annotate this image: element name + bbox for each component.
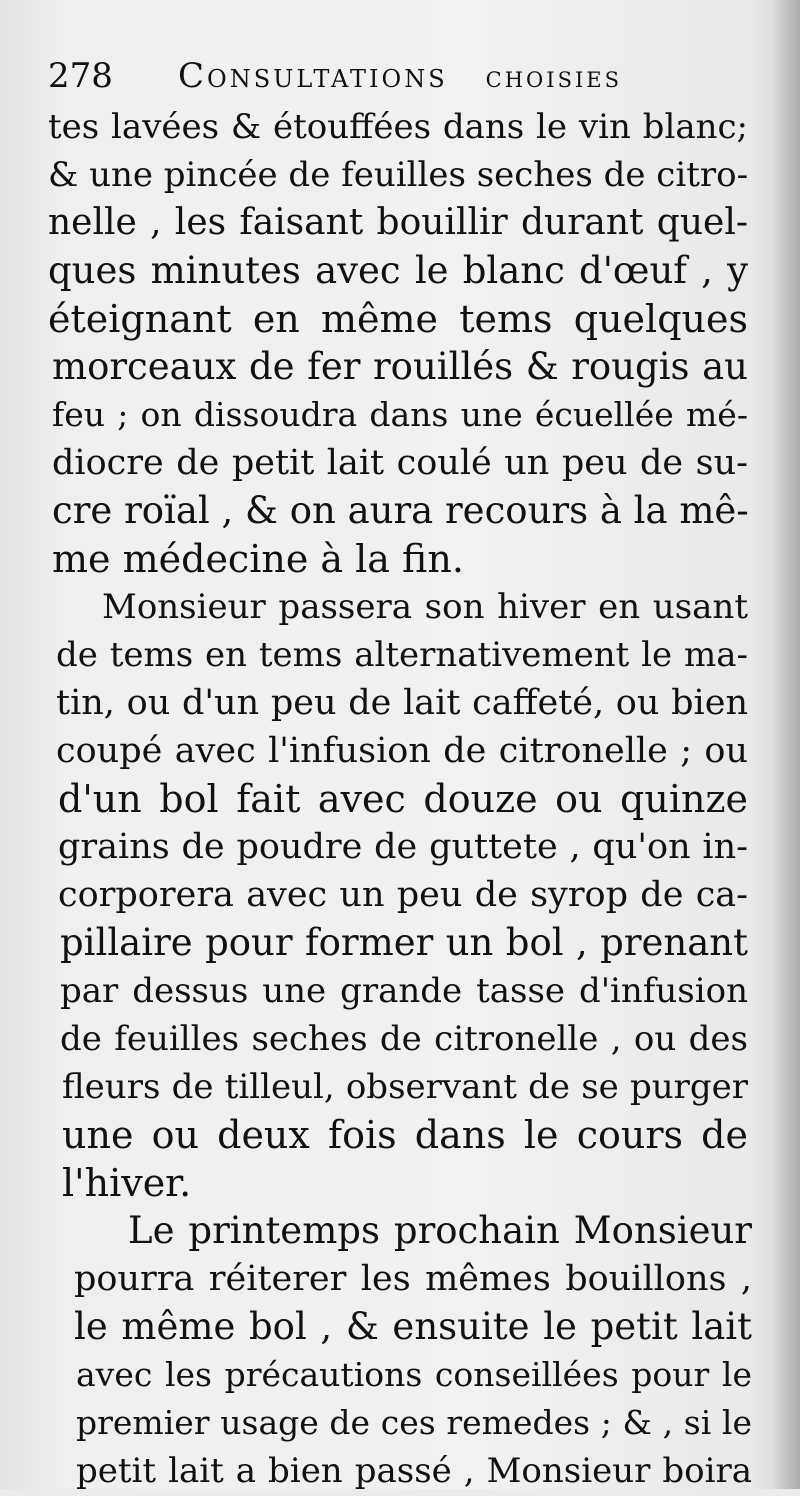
text-line: premier usage de ces remedes ; & , si le — [76, 1403, 752, 1442]
running-title-word-1: Consultations — [178, 56, 448, 96]
text-line: éteignant en même tems quelques — [48, 297, 748, 341]
text-line: diocre de petit lait coulé un peu de su- — [52, 443, 748, 483]
page-header — [48, 48, 760, 104]
text-line: de tems en tems alternativement le ma- — [56, 635, 748, 675]
text-line: de feuilles seches de citronelle , ou des — [60, 1019, 748, 1059]
text-line: me médecine à la fin. — [52, 537, 464, 581]
text-line: & une pincée de feuilles seches de citro- — [48, 155, 749, 195]
text-line: feu ; on dissoudra dans une écuellée mé- — [52, 395, 748, 434]
text-line: par dessus une grande tasse d'infusion — [60, 971, 748, 1011]
text-line: nelle , les faisant bouillir durant quel- — [48, 202, 748, 243]
text-line: ques minutes avec le blanc d'œuf , y — [48, 249, 748, 292]
text-line: coupé avec l'infusion de citronelle ; ou — [56, 731, 748, 771]
text-line-paragraph-start: Monsieur passera son hiver en usant — [102, 587, 748, 627]
text-line: tes lavées & étouffées dans le vin blanc; — [48, 107, 748, 147]
text-line: avec les précautions conseillées pour le — [76, 1355, 752, 1394]
text-line: pourra réiterer les mêmes bouillons , — [74, 1259, 752, 1299]
page-number: 278 — [48, 56, 113, 96]
text-line: fleurs de tilleul, observant de se purger — [62, 1067, 748, 1107]
text-line: pillaire pour former un bol , prenant — [60, 921, 748, 964]
text-line: cre roïal , & on aura recours à la mê- — [52, 489, 749, 532]
text-line: le même bol , & ensuite le petit lait — [74, 1305, 752, 1348]
text-line: l'hiver. — [62, 1161, 192, 1205]
page-edge-shadow — [772, 0, 800, 1489]
text-line: une ou deux fois dans le cours de — [62, 1113, 748, 1157]
text-line: tin, ou d'un peu de lait caffeté, ou bien — [56, 683, 748, 723]
text-line: grains de poudre de guttete , qu'on in- — [58, 827, 748, 867]
text-line: corporera avec un peu de syrop de ca- — [58, 875, 748, 915]
running-title-word-2: choisies — [485, 60, 622, 95]
running-title — [178, 56, 622, 96]
text-line: petit lait a bien passé , Monsieur boira — [76, 1451, 752, 1491]
text-line-paragraph-start: Le printemps prochain Monsieur — [128, 1209, 752, 1252]
text-line: morceaux de fer rouillés & rougis au — [52, 345, 748, 388]
text-line: d'un bol fait avec douze ou quinze — [58, 777, 748, 821]
